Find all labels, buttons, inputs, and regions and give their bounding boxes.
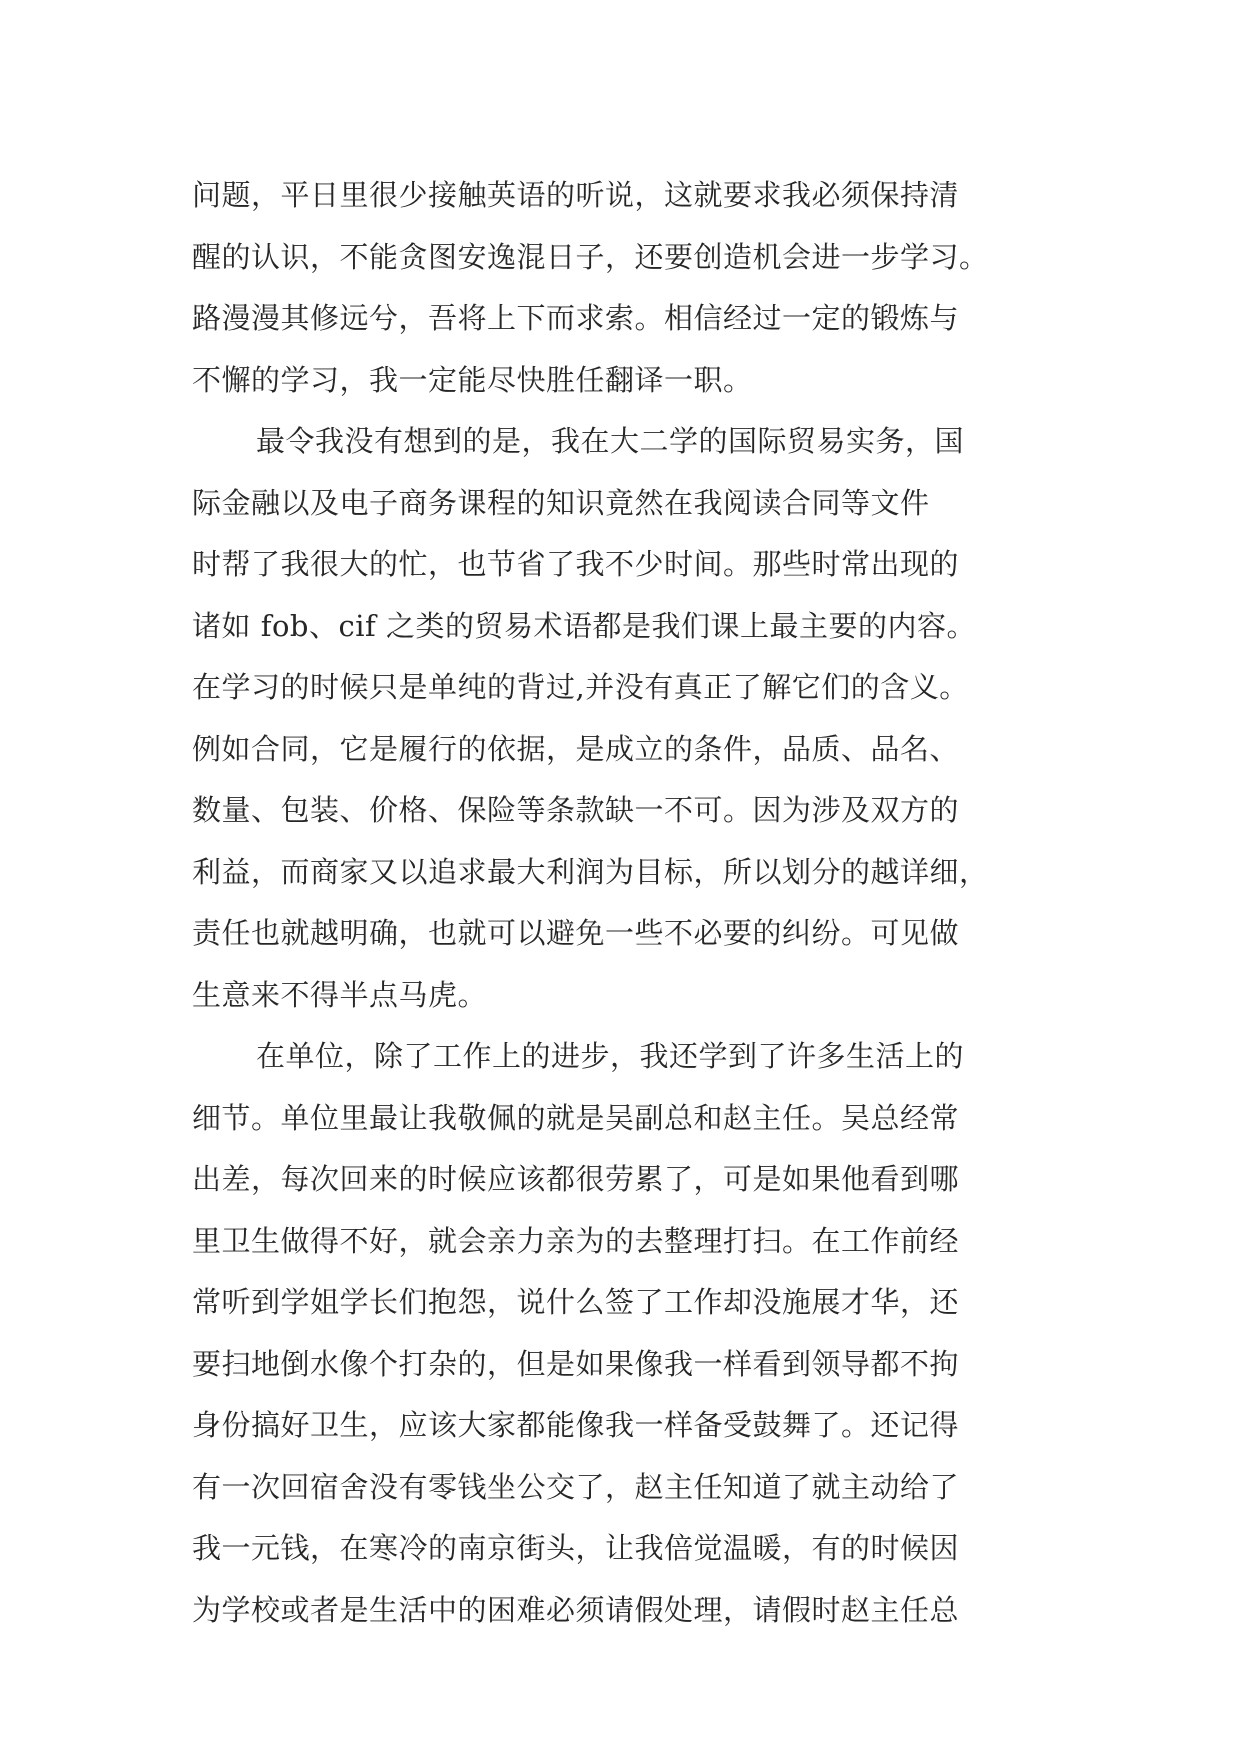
text-line: 在学习的时候只是单纯的背过,并没有真正了解它们的含义。 (192, 670, 969, 704)
text-line: 醒的认识，不能贪图安逸混日子，还要创造机会进一步学习。 (192, 239, 989, 274)
text-line: 时帮了我很大的忙，也节省了我不少时间。那些时常出现的 (192, 547, 960, 581)
text-line: 不懈的学习，我一定能尽快胜任翻译一职。 (192, 362, 753, 397)
text-line: 我一元钱，在寒冷的南京街头，让我倍觉温暖，有的时候因 (192, 1531, 960, 1565)
text-line: 诸如 fob、cif 之类的贸易术语都是我们课上最主要的内容。 (192, 608, 976, 643)
text-line: 数量、包装、价格、保险等条款缺一不可。因为涉及双方的 (192, 793, 960, 827)
text-line: 常听到学姐学长们抱怨，说什么签了工作却没施展才华，还 (192, 1285, 960, 1319)
text-line: 生意来不得半点马虎。 (192, 977, 488, 1012)
document-body (192, 165, 1072, 1641)
text-line: 为学校或者是生活中的困难必须请假处理，请假时赵主任总 (192, 1592, 960, 1627)
text-line: 利益，而商家又以追求最大利润为目标，所以划分的越详细， (192, 854, 989, 889)
text-line: 例如合同，它是履行的依据，是成立的条件，品质、品名、 (192, 731, 960, 766)
text-line: 有一次回宿舍没有零钱坐公交了，赵主任知道了就主动给了 (192, 1469, 960, 1504)
text-line: 路漫漫其修远兮，吾将上下而求索。相信经过一定的锻炼与 (192, 301, 960, 335)
text-line: 身份搞好卫生，应该大家都能像我一样备受鼓舞了。还记得 (192, 1408, 960, 1442)
text-line: 细节。单位里最让我敬佩的就是吴副总和赵主任。吴总经常 (192, 1100, 960, 1135)
text-line: 要扫地倒水像个打杂的，但是如果像我一样看到领导都不拘 (192, 1346, 960, 1381)
text-line: 际金融以及电子商务课程的知识竟然在我阅读合同等文件 (192, 485, 930, 520)
text-line: 里卫生做得不好，就会亲力亲为的去整理打扫。在工作前经 (192, 1223, 960, 1258)
paragraph-first-line: 最令我没有想到的是，我在大二学的国际贸易实务，国 (256, 424, 965, 458)
paragraph-first-line: 在单位，除了工作上的进步，我还学到了许多生活上的 (256, 1039, 965, 1073)
text-line: 出差，每次回来的时候应该都很劳累了，可是如果他看到哪 (192, 1162, 960, 1196)
text-line: 责任也就越明确，也就可以避免一些不必要的纠纷。可见做 (192, 916, 960, 950)
text-line: 问题，平日里很少接触英语的听说，这就要求我必须保持清 (192, 178, 960, 212)
